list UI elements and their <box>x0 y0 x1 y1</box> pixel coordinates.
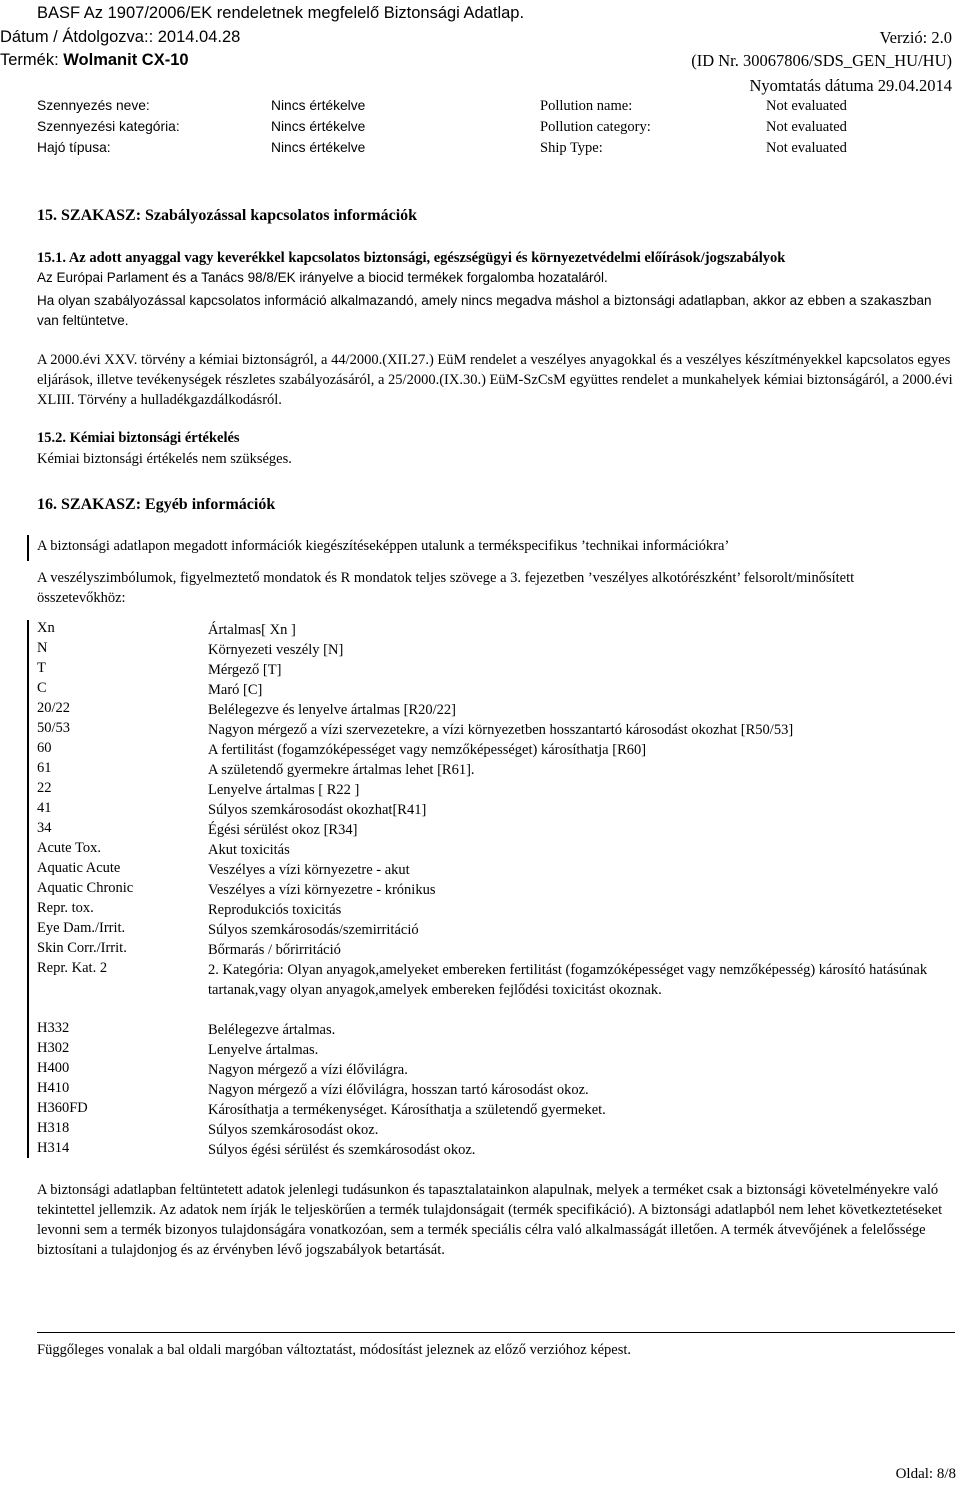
pollution-value-en: Not evaluated <box>766 98 847 114</box>
hazard-code: 61 <box>37 760 52 776</box>
chemical-safety-assessment: Kémiai biztonsági értékelés nem szükséges. <box>37 451 292 467</box>
hazard-description: Lenyelve ártalmas. <box>208 1042 319 1058</box>
hazard-code: 50/53 <box>37 720 71 736</box>
hazard-code: H332 <box>37 1020 70 1036</box>
section-15-1-title: 15.1. Az adott anyaggal vagy keverékkel kapcsolatos biztonsági, egészségügyi és környezetvédelmi előírások/jogszabályok <box>37 250 786 266</box>
hazard-code-row <box>37 800 955 820</box>
hazard-code-row <box>37 660 955 680</box>
hazard-code-row <box>37 920 955 940</box>
hazard-code-row <box>37 760 955 780</box>
section-15-2-title: 15.2. Kémiai biztonsági értékelés <box>37 430 240 446</box>
pollution-label-hu: Szennyezési kategória: <box>37 119 180 134</box>
hazard-description: Belélegezve ártalmas. <box>208 1022 336 1038</box>
hazard-code: Eye Dam./Irrit. <box>37 920 126 936</box>
pollution-value-hu: Nincs értékelve <box>271 119 366 134</box>
biocide-directive: Az Európai Parlament és a Tanács 98/8/EK irányelve a biocid termékek forgalomba hozataláról. <box>37 270 608 285</box>
hazard-description: Akut toxicitás <box>208 842 290 858</box>
hazard-description: Mérgező [T] <box>208 662 282 678</box>
hazard-description: Nagyon mérgező a vízi élővilágra. <box>208 1062 408 1078</box>
pollution-label-en: Pollution name: <box>540 98 633 114</box>
change-bar <box>27 535 29 561</box>
hazard-description: Belélegezve és lenyelve ártalmas [R20/22] <box>208 702 457 718</box>
pollution-label-hu: Hajó típusa: <box>37 140 111 155</box>
pollution-label-hu: Szennyezés neve: <box>37 98 150 113</box>
product-line <box>0 51 189 70</box>
hazard-code: 41 <box>37 800 52 816</box>
hazard-code-row <box>37 640 955 660</box>
hazard-code: Aquatic Acute <box>37 860 121 876</box>
hazard-code: T <box>37 660 46 676</box>
hazard-code: 34 <box>37 820 52 836</box>
hazard-code-row <box>37 940 955 960</box>
print-date: Nyomtatás dátuma 29.04.2014 <box>749 76 952 95</box>
hazard-code-row <box>37 1020 955 1040</box>
pollution-value-en: Not evaluated <box>766 140 847 156</box>
hazard-symbols-intro: A veszélyszimbólumok, figyelmeztető mondatok és R mondatok teljes szövege a 3. fejezetben ’veszélyes alkotórészként’ felsorolt/minősített összetevőkhöz: <box>37 570 855 606</box>
hazard-code-row <box>37 620 955 640</box>
hazard-description: Károsíthatja a termékenységet. Károsíthatja a születendő gyermeket. <box>208 1102 606 1118</box>
hungarian-laws: A 2000.évi XXV. törvény a kémiai biztonságról, a 44/2000.(XII.27.) EüM rendelet a veszélyes anyagokkal és a veszélyes készítményekkel kapcsolatos egyes eljárások, illetve tevékenységek részletes szabályozásáról, a 25/2000.(IX.30.) EüM-SzCsM együttes rendelet a munkahelyek kémiai biztonságáról, a 2000.évi XLIII. Törvény a hulladékgazdálkodásról. <box>37 352 953 408</box>
section-16-title: 16. SZAKASZ: Egyéb információk <box>37 496 276 513</box>
hazard-code: Xn <box>37 620 55 636</box>
page-number: Oldal: 8/8 <box>895 1466 956 1482</box>
document-title: BASF Az 1907/2006/EK rendeletnek megfelelő Biztonsági Adatlap. <box>37 4 525 22</box>
hazard-description: Lenyelve ártalmas [ R22 ] <box>208 782 360 798</box>
hazard-code-row <box>37 1100 955 1120</box>
pollution-value-en: Not evaluated <box>766 119 847 135</box>
hazard-description: Súlyos égési sérülést és szemkárosodást okoz. <box>208 1142 476 1158</box>
hazard-description: Súlyos szemkárosodást okozhat[R41] <box>208 802 427 818</box>
footer-divider <box>37 1332 955 1333</box>
hazard-description: A születendő gyermekre ártalmas lehet [R61]. <box>208 762 475 778</box>
hazard-code-row <box>37 1140 955 1160</box>
hazard-code: H410 <box>37 1080 70 1096</box>
hazard-code-row <box>37 1060 955 1080</box>
hazard-code: Repr. tox. <box>37 900 94 916</box>
product-name: Wolmanit CX-10 <box>63 51 189 69</box>
technical-info-note: A biztonsági adatlapon megadott információk kiegészítéseképpen utalunk a termékspecifikus ’technikai információkra’ <box>37 538 730 554</box>
hazard-code-row <box>37 680 955 700</box>
section-15-title: 15. SZAKASZ: Szabályozással kapcsolatos információk <box>37 207 418 224</box>
hazard-code: N <box>37 640 48 656</box>
hazard-code-row <box>37 740 955 760</box>
hazard-code: Aquatic Chronic <box>37 880 134 896</box>
hazard-description: Bőrmarás / bőrirritáció <box>208 942 341 958</box>
hazard-code-row <box>37 1080 955 1100</box>
hazard-description: Égési sérülést okoz [R34] <box>208 822 358 838</box>
hazard-code: Acute Tox. <box>37 840 101 856</box>
hazard-description: Nagyon mérgező a vízi élővilágra, hosszan tartó károsodást okoz. <box>208 1082 589 1098</box>
hazard-code: H318 <box>37 1120 70 1136</box>
regulation-note: Ha olyan szabályozással kapcsolatos információ alkalmazandó, amely nincs megadva máshol a biztonsági adatlapban, akkor az ebben a szakaszban van feltüntetve. <box>37 293 932 328</box>
hazard-code: 60 <box>37 740 52 756</box>
id-number: (ID Nr. 30067806/SDS_GEN_HU/HU) <box>691 51 952 70</box>
hazard-code-row <box>37 720 955 740</box>
hazard-description: Környezeti veszély [N] <box>208 642 344 658</box>
hazard-description: Reprodukciós toxicitás <box>208 902 342 918</box>
pollution-label-en: Pollution category: <box>540 119 651 135</box>
hazard-description: Veszélyes a vízi környezetre - akut <box>208 862 410 878</box>
hazard-code: 22 <box>37 780 52 796</box>
hazard-code-row <box>37 1040 955 1060</box>
hazard-code-row <box>37 840 955 860</box>
hazard-code: Repr. Kat. 2 <box>37 960 108 976</box>
pollution-label-en: Ship Type: <box>540 140 603 156</box>
disclaimer: A biztonsági adatlapban feltüntetett adatok jelenlegi tudásunkon és tapasztalatainkon alapulnak, melyek a terméket csak a biztonsági követelményekre való tekintettel jellemzik. Az adatok nem írják le teljeskörűen a termék tulajdonságait (termék specifikáció). A biztonsági adatlapból nem lehet következtetéseket levonni sem a termék bizonyos tulajdonságára vonatkozóan, sem a termék speciális célra való alkalmasságát illetően. A termék átvevőjének a felelőssége biztosítani a tulajdonjog és az érvényben lévő jogszabályok betartását. <box>37 1182 943 1258</box>
hazard-code-row <box>37 780 955 800</box>
hazard-code: 20/22 <box>37 700 71 716</box>
footer-note: Függőleges vonalak a bal oldali margóban változtatást, módosítást jeleznek az előző verzióhoz képest. <box>37 1342 632 1358</box>
hazard-code-row <box>37 880 955 900</box>
product-label: Termék: <box>0 51 64 69</box>
hazard-code-row <box>37 1120 955 1140</box>
hazard-description: Nagyon mérgező a vízi szervezetekre, a vízi környezetben hosszantartó károsodást okozhat [R50/53] <box>208 722 794 738</box>
hazard-code: H360FD <box>37 1100 88 1116</box>
hazard-code: H302 <box>37 1040 70 1056</box>
pollution-value-hu: Nincs értékelve <box>271 140 366 155</box>
hazard-description: Ártalmas[ Xn ] <box>208 622 296 638</box>
hazard-code-row <box>37 900 955 920</box>
hazard-description: Súlyos szemkárosodás/szemirritáció <box>208 922 419 938</box>
change-bar <box>27 620 29 1158</box>
hazard-code-row <box>37 960 955 998</box>
hazard-description: Veszélyes a vízi környezetre - krónikus <box>208 882 436 898</box>
hazard-code: Skin Corr./Irrit. <box>37 940 127 956</box>
hazard-description: A fertilitást (fogamzóképességet vagy nemzőképességet) károsíthatja [R60] <box>208 742 647 758</box>
version: Verzió: 2.0 <box>879 28 952 47</box>
hazard-code: C <box>37 680 47 696</box>
hazard-code-row <box>37 820 955 840</box>
hazard-description: Maró [C] <box>208 682 263 698</box>
hazard-description: 2. Kategória: Olyan anyagok,amelyeket embereken fertilitást (fogamzóképességet vagy nemzőképesség) károsító hatásúnak tartanak,vagy olyan anyagok,amelyek embereken fejlődési toxicitást okoznak. <box>208 962 928 998</box>
hazard-code-row <box>37 860 955 880</box>
revision-date: Dátum / Átdolgozva:: 2014.04.28 <box>0 28 241 46</box>
hazard-code: H400 <box>37 1060 70 1076</box>
hazard-description: Súlyos szemkárosodást okoz. <box>208 1122 379 1138</box>
pollution-value-hu: Nincs értékelve <box>271 98 366 113</box>
hazard-code: H314 <box>37 1140 70 1156</box>
hazard-code-row <box>37 700 955 720</box>
